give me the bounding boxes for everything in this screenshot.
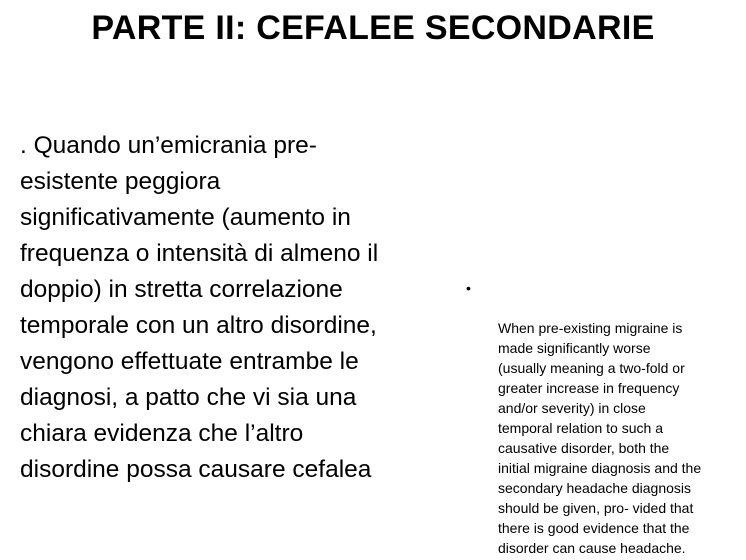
- italian-paragraph: . Quando un’emicrania pre- esistente peggiora significativamente (aumento in frequenza o intensità di almeno il doppio) in stretta correlazione temporale con un altro disordine, vengono effettuate entrambe le diagnosi, a patto che vi sia una chiara evidenza che l’altro disordine possa causare cefalea: [20, 132, 379, 483]
- english-bullet-text: When pre-existing migraine is made significantly worse (usually meaning a two-fold or greater increase in frequency and/or severity) in close temporal relation to such a causative disorder, both the initial migraine diagnosis and the secondary headache diagnosis should be given, pro- vided that there is good evidence that the disorder can cause headache.: [498, 320, 702, 556]
- slide-title: PARTE II: CEFALEE SECONDARIE: [91, 9, 655, 47]
- bullet-icon: •: [466, 280, 471, 296]
- english-bullet-list: [466, 278, 746, 558]
- list-item: [466, 278, 746, 558]
